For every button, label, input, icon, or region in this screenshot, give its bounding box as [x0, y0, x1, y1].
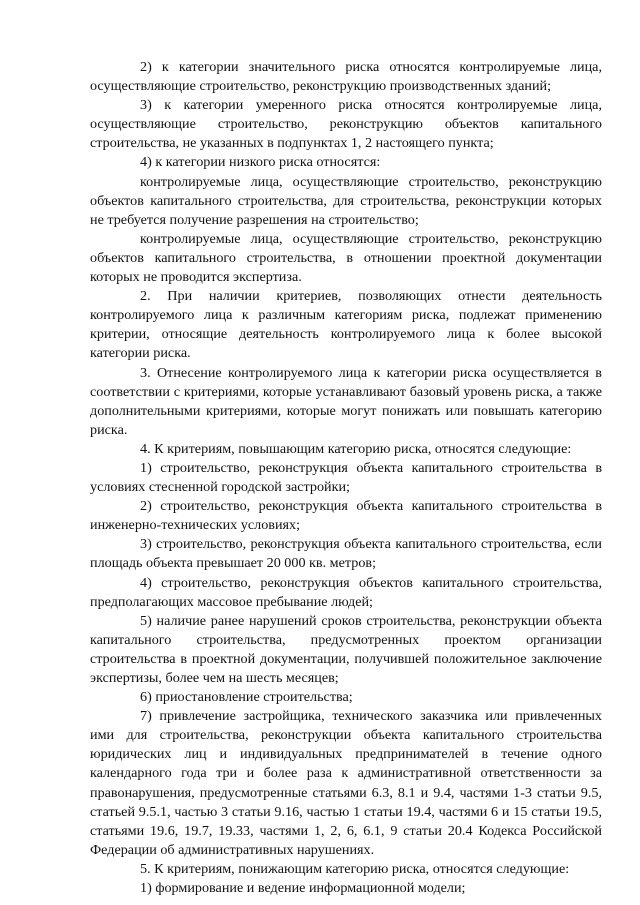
list-item-moderate-risk: 3) к категории умеренного риска относятся контролируемые лица, осуществляющие строительство, реконструкцию объектов капитального строительства, не указанных в подпунктах 1, 2 настоящего пункта; [90, 97, 602, 152]
increase-criterion-2: 2) строительство, реконструкция объекта капитального строительства в инженерно-технических условиях; [90, 498, 602, 534]
section-3-paragraph: 3. Отнесение контролируемого лица к категории риска осуществляется в соответствии с критериями, которые устанавливают базовый уровень риска, а также дополнительными критериями, которые могут понижать или повышать категорию риска. [90, 364, 602, 438]
section-4-heading: 4. К критериям, повышающим категорию риска, относятся следующие: [140, 440, 572, 457]
decrease-criterion-1: 1) формирование и ведение информационной модели; [140, 880, 466, 897]
list-item-low-risk-heading: 4) к категории низкого риска относятся: [140, 154, 381, 171]
increase-criterion-7: 7) привлечение застройщика, технического заказчика или привлеченных ими для строительства, реконструкции объекта капитального строительства юридических лиц и индивидуальных предпринимателей в течение одного календарного года три и более раза к административной ответственности за правонарушения, предусмотренные статьями 6.3, 8.1 и 9.4, частями 1-3 статьи 9.5, статьей 9.5.1, частью 3 статьи 9.16, частью 1 статьи 19.4, частями 6 и 15 статьи 19.5, статьями 19.6, 19.7, 19.33, частями 1, 2, 6, 6.1, 9 статьи 20.4 Кодекса Российской Федерации об административных нарушениях. [90, 708, 602, 858]
section-5-heading: 5. К критериям, понижающим категорию риска, относятся следующие: [140, 860, 570, 877]
document-page [90, 58, 602, 898]
section-2-paragraph: 2. При наличии критериев, позволяющих отнести деятельность контролируемого лица к различным категориям риска, подлежат применению критерии, относящие деятельность контролируемого лица к более высокой категории риска. [90, 288, 602, 362]
increase-criterion-4: 4) строительство, реконструкция объектов капитального строительства, предполагающих массовое пребывание людей; [90, 574, 602, 610]
increase-criterion-5: 5) наличие ранее нарушений сроков строительства, реконструкции объекта капитального строительства, предусмотренных проектом организации строительства в проектной документации, получившей положительное заключение экспертизы, более чем на шесть месяцев; [90, 612, 602, 686]
increase-criterion-6: 6) приостановление строительства; [140, 689, 353, 706]
list-item-significant-risk: 2) к категории значительного риска относятся контролируемые лица, осуществляющие строительство, реконструкцию производственных зданий; [90, 59, 602, 95]
increase-criterion-3: 3) строительство, реконструкция объекта капитального строительства, если площадь объекта превышает 20 000 кв. метров; [90, 536, 602, 572]
increase-criterion-1: 1) строительство, реконструкция объекта капитального строительства в условиях стесненной городской застройки; [90, 459, 602, 496]
low-risk-item-no-permit: контролируемые лица, осуществляющие строительство, реконструкцию объектов капитального строительства, для строительства, реконструкции которых не требуется получение разрешения на строительство; [90, 173, 602, 228]
low-risk-item-no-expertise: контролируемые лица, осуществляющие строительство, реконструкцию объектов капитального строительства, в отношении проектной документации которых не проводится экспертиза. [90, 230, 602, 286]
